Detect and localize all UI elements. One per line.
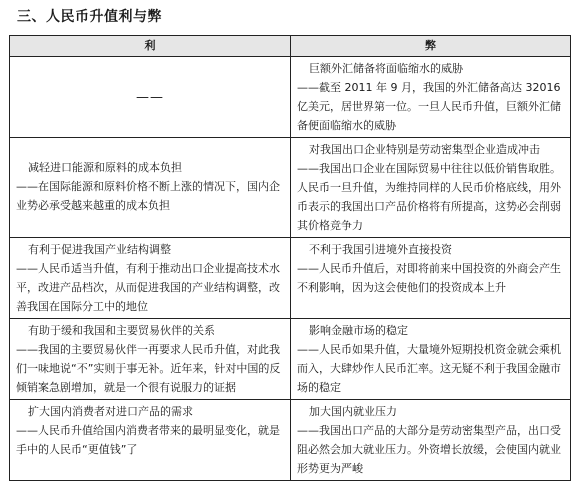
pros-cons-table bbox=[9, 35, 571, 481]
cons-title: 对我国出口企业特别是劳动密集型企业造成冲击 bbox=[309, 143, 540, 156]
cons-body: ——人民币升值后，对即将前来中国投资的外商会产生不利影响，因为这会使他们的投资成本上升 bbox=[297, 262, 561, 294]
pros-body: ——人民币升值给国内消费者带来的最明显变化，就是手中的人民币“更值钱”了 bbox=[16, 424, 280, 456]
cons-title: 巨额外汇储备将面临缩水的威胁 bbox=[309, 62, 463, 75]
pros-body: ——在国际能源和原料价格不断上涨的情况下，国内企业势必承受越来越重的成本负担 bbox=[16, 180, 280, 212]
cons-cell bbox=[291, 319, 571, 400]
pros-cell bbox=[10, 57, 291, 138]
pros-title: 减轻进口能源和原料的成本负担 bbox=[28, 161, 182, 174]
pros-cell bbox=[10, 319, 291, 400]
cons-title: 加大国内就业压力 bbox=[309, 405, 397, 418]
table-row bbox=[10, 319, 571, 400]
pros-dash: —— bbox=[136, 89, 164, 105]
pros-cell bbox=[10, 138, 291, 238]
table-header-row bbox=[10, 36, 571, 57]
cons-body: ——截至 2011 年 9 月，我国的外汇储备高达 32016 亿美元，居世界第一位。一旦人民币升值，巨额外汇储备便面临缩水的威胁 bbox=[297, 81, 561, 132]
pros-cell bbox=[10, 400, 291, 481]
pros-title: 扩大国内消费者对进口产品的需求 bbox=[28, 405, 193, 418]
pros-title: 有利于促进我国产业结构调整 bbox=[28, 243, 171, 256]
pros-title: 有助于缓和我国和主要贸易伙伴的关系 bbox=[28, 324, 215, 337]
pros-body: ——我国的主要贸易伙伴一再要求人民币升值，对此我们一味地说“不”实则于事无补。近年来，针对中国的反倾销案急剧增加，就是一个很有说服力的证据 bbox=[16, 343, 281, 394]
table-row bbox=[10, 238, 571, 319]
section-title: 三、人民币升值利与弊 bbox=[17, 9, 162, 25]
cons-title: 不利于我国引进境外直接投资 bbox=[309, 243, 452, 256]
table-row bbox=[10, 57, 571, 138]
cons-cell bbox=[291, 238, 571, 319]
header-pros: 利 bbox=[10, 36, 291, 57]
cons-cell bbox=[291, 400, 571, 481]
cons-cell bbox=[291, 57, 571, 138]
cons-title: 影响金融市场的稳定 bbox=[309, 324, 408, 337]
cons-body: ——我国出口企业在国际贸易中往往以低价销售取胜。人民币一旦升值，为维持同样的人民币价格底线，用外币表示的我国出口产品价格将有所提高，这势必会削弱其价格竞争力 bbox=[297, 162, 561, 232]
pros-body: ——人民币适当升值，有利于推动出口企业提高技术水平，改进产品档次，从而促进我国的产业结构调整，改善我国在国际分工中的地位 bbox=[16, 262, 280, 313]
pros-cell bbox=[10, 238, 291, 319]
cons-cell bbox=[291, 138, 571, 238]
table-row bbox=[10, 400, 571, 481]
cons-body: ——我国出口产品的大部分是劳动密集型产品，出口受阻必然会加大就业压力。外资增长放缓，会使国内就业形势更为严峻 bbox=[297, 424, 561, 475]
cons-body: ——人民币如果升值，大量境外短期投机资金就会乘机而入，大肆炒作人民币汇率。这无疑不利于我国金融市场的稳定 bbox=[297, 343, 561, 394]
table-row bbox=[10, 138, 571, 238]
header-cons: 弊 bbox=[291, 36, 571, 57]
